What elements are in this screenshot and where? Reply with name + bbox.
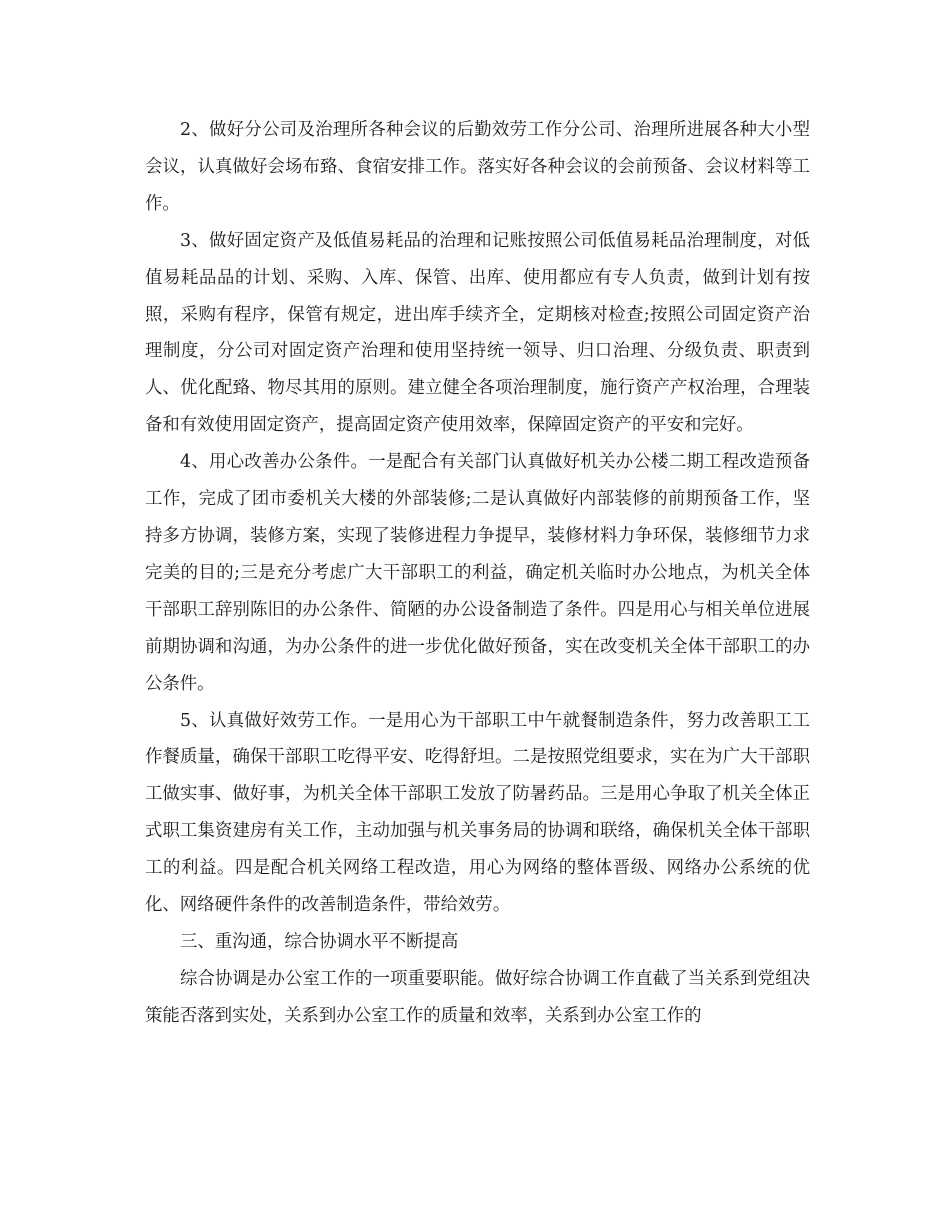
paragraph-office-conditions: 4、用心改善办公条件。一是配合有关部门认真做好机关办公楼二期工程改造预备工作，完成了团市委机关大楼的外部装修;二是认真做好内部装修的前期预备工作，坚持多方协调，装修方案，实现了装修进程力争提早，装修材料力争环保，装修细节力求完美的目的;三是充分考虑广大干部职工的利益，确定机关临时办公地点，为机关全体干部职工辞别陈旧的办公条件、简陋的办公设备制造了条件。四是用心与相关单位进展前期协调和沟通，为办公条件的进一步优化做好预备，实在改变机关全体干部职工的办公条件。	[145, 452, 810, 694]
document-body	[145, 112, 810, 1035]
paragraph-service-work: 5、认真做好效劳工作。一是用心为干部职工中午就餐制造条件，努力改善职工工作餐质量，确保干部职工吃得平安、吃得舒坦。二是按照党组要求，实在为广大干部职工做实事、做好事，为机关全体干部职工发放了防暑药品。三是用心争取了机关全体正式职工集资建房有关工作，主动加强与机关事务局的协调和联络，确保机关全体干部职工的利益。四是配合机关网络工程改造，用心为网络的整体晋级、网络办公系统的优化、网络硬件条件的改善制造条件，带给效劳。	[145, 710, 810, 916]
paragraph-meeting-logistics: 2、做好分公司及治理所各种会议的后勤效劳工作分公司、治理所进展各种大小型会议，认真做好会场布臵、食宿安排工作。落实好各种会议的会前预备、会议材料等工作。	[145, 120, 810, 214]
paragraph-coordination: 综合协调是办公室工作的一项重要职能。做好综合协调工作直截了当关系到党组决策能否落到实处，关系到办公室工作的质量和效率，关系到办公室工作的	[145, 968, 810, 1026]
paragraph-fixed-assets: 3、做好固定资产及低值易耗品的治理和记账按照公司低值易耗品治理制度，对低值易耗品品的计划、采购、入库、保管、出库、使用都应有专人负责，做到计划有按照，采购有程序，保管有规定，进出库手续齐全，定期核对检查;按照公司固定资产治理制度，分公司对固定资产治理和使用坚持统一领导、归口治理、分级负责、职责到人、优化配臵、物尽其用的原则。建立健全各项治理制度，施行资产产权治理，合理装备和有效使用固定资产，提高固定资产使用效率，保障固定资产的平安和完好。	[145, 230, 810, 436]
section-heading-communication: 三、重沟通，综合协调水平不断提高	[180, 931, 459, 952]
